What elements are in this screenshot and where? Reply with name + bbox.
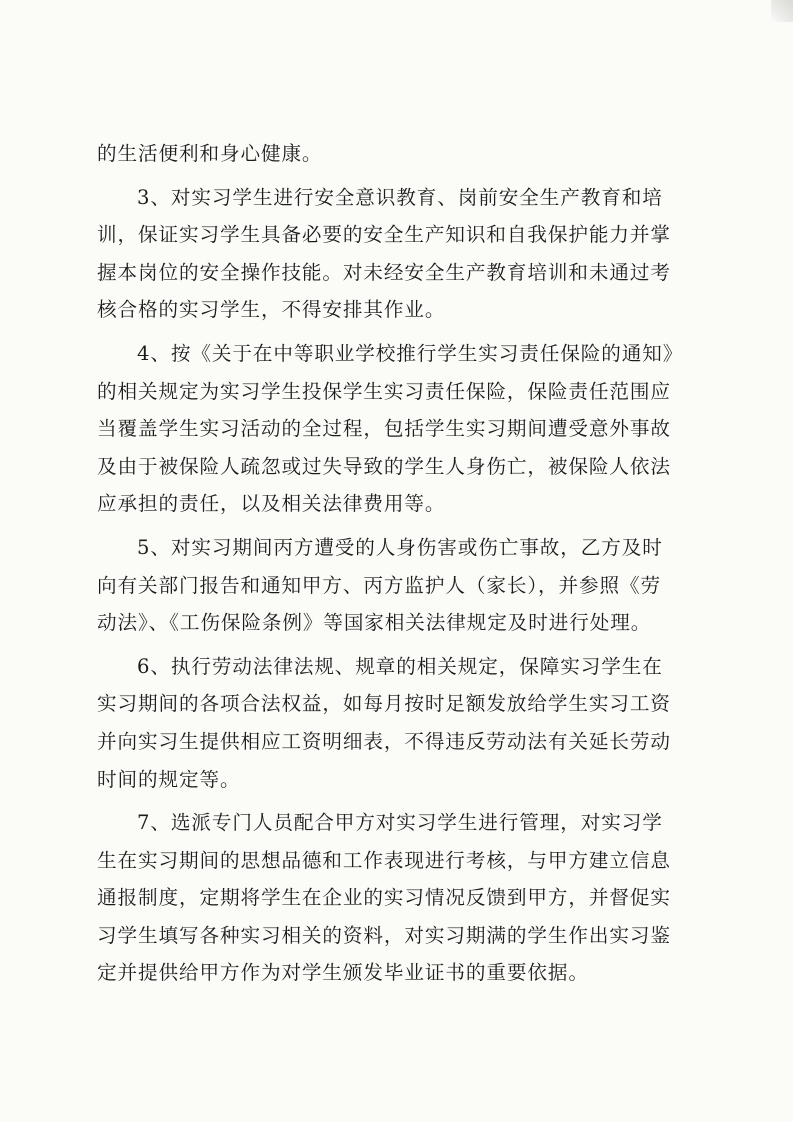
text-line: 向有关部门报告和通知甲方、丙方监护人（家长），并参照《劳 <box>97 573 662 597</box>
text-line: 实习期间的各项合法权益，如每月按时足额发放给学生实习工资 <box>97 692 671 716</box>
paragraph-item-7 <box>97 804 709 992</box>
paragraph-item-6 <box>97 648 709 798</box>
text-line: 核合格的实习学生，不得安排其作业。 <box>97 298 446 322</box>
paragraph-item-3 <box>97 179 709 329</box>
text-line: 5、对实习期间丙方遭受的人身伤害或伤亡事故，乙方及时 <box>137 535 663 559</box>
text-line: 习学生填写各种实习相关的资料，对实习期满的学生作出实习鉴 <box>97 923 671 947</box>
text-line: 并向实习生提供相应工资明细表，不得违反劳动法有关延长劳动 <box>97 729 671 753</box>
text-line: 7、选派专门人员配合甲方对实习学生进行管理，对实习学 <box>137 811 663 835</box>
text-line: 3、对实习学生进行安全意识教育、岗前安全生产教育和培 <box>137 185 663 209</box>
paragraph-item-4 <box>97 335 709 523</box>
document-body <box>97 135 709 992</box>
text-line: 4、按《关于在中等职业学校推行学生实习责任保险的通知》 <box>137 341 684 365</box>
text-line: 当覆盖学生实习活动的全过程，包括学生实习期间遭受意外事故 <box>97 417 671 441</box>
text-line: 通报制度，定期将学生在企业的实习情况反馈到甲方，并督促实 <box>97 886 671 910</box>
text-line: 的相关规定为实习学生投保学生实习责任保险，保险责任范围应 <box>97 379 671 403</box>
text-line: 的生活便利和身心健康。 <box>97 142 323 165</box>
paragraph-item-5 <box>97 529 709 642</box>
text-line: 定并提供给甲方作为对学生颁发毕业证书的重要依据。 <box>97 961 589 985</box>
scan-corner-mark <box>771 0 793 22</box>
text-line: 时间的规定等。 <box>97 767 241 791</box>
text-line: 动法》、《工伤保险条例》等国家相关法律规定及时进行处理。 <box>97 611 652 635</box>
text-line: 及由于被保险人疏忽或过失导致的学生人身伤亡，被保险人依法 <box>97 454 671 478</box>
paragraph-continuation <box>97 135 709 173</box>
text-line: 生在实习期间的思想品德和工作表现进行考核，与甲方建立信息 <box>97 848 671 872</box>
text-line: 应承担的责任，以及相关法律费用等。 <box>97 492 446 516</box>
text-line: 6、执行劳动法律法规、规章的相关规定，保障实习学生在 <box>137 654 663 678</box>
text-line: 训，保证实习学生具备必要的安全生产知识和自我保护能力并掌 <box>97 223 671 247</box>
text-line: 握本岗位的安全操作技能。对未经安全生产教育培训和未通过考 <box>97 260 671 284</box>
